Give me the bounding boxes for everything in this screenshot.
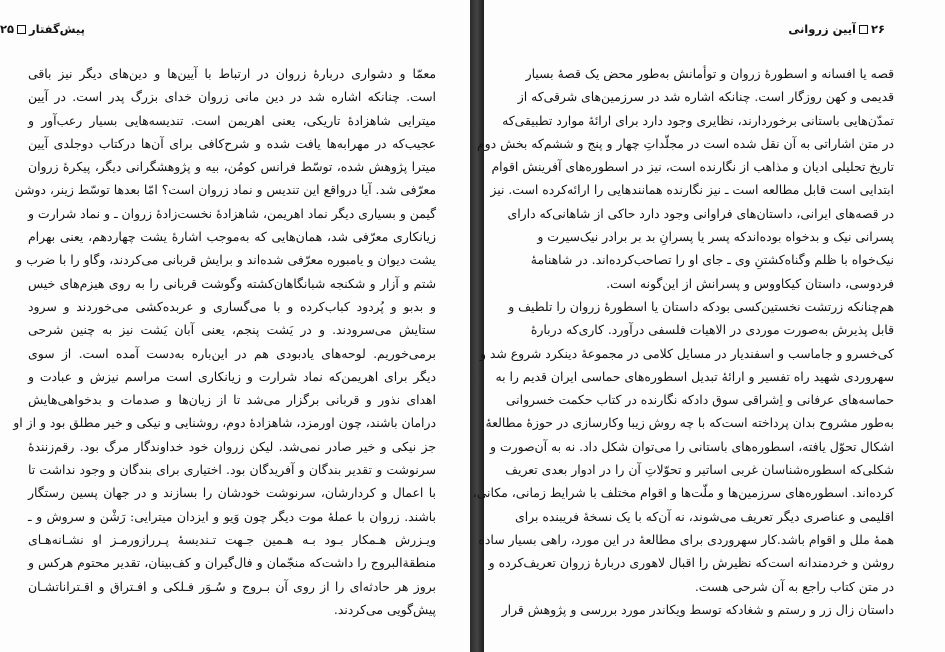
text-line: حماسه‌های عرفانی و اِشراقی سوق داد‌که نگارنده در کتاب حکمت خسروانی (505, 392, 894, 408)
text-line: زیانکاری معرّفی شد، همان‌هایی که به‌موجب اشارهٔ یشت چهاردهم، یعنی بهرام (28, 229, 436, 245)
text-line: ویـزرش هـمکار بـود بـه هـمین جـهت تـندیسهٔ پـررازورمـز او نشـانه‌هـای (28, 531, 436, 547)
text-line: داستان زال زر و رستم و شغاد‌که توسط ویکاندر مورد بررسی و پژوهش قرار (501, 601, 894, 617)
text-line: بروز هر حادثه‌ای را از روی آن بـروج و سُـوَر فـلکی و افـتراق و اقـتراناتشـان (28, 578, 436, 594)
text-line: برمی‌خوریم. لوحه‌های یادبودی هم در این‌باره به‌دست آمده است. از سوی (28, 345, 436, 361)
book-gutter (470, 0, 484, 652)
text-line: قدیمی و کهن روزگار است. چنانکه اشاره شد در سرزمین‌های شرقی‌که از (517, 89, 894, 105)
text-line: قابل پذیرش به‌صورت موردی در الاهیات فلسفی درآورد. کاری‌که دربارهٔ (530, 322, 894, 338)
right-page-header (484, 22, 885, 36)
text-line: کرده‌اند. اسطوره‌های سرزمین‌ها و ملّت‌ها و اقوام مختلف با شرایط زمانی، مکانی، (472, 485, 894, 501)
left-page-title: پیش‌گفتار (29, 22, 85, 36)
text-line: و بدبو و پُردود کباب‌کرده و با می‌گساری و عربده‌کشی می‌خوردند و سرود (28, 298, 436, 314)
right-page-title: آیین زروانی (788, 22, 856, 36)
square-ornament-icon (859, 25, 868, 34)
left-page (0, 0, 470, 652)
text-line: دیگر برای اهریمن‌که نماد شرارت و زیانکاری است مراسم نیزش و عبادت و (28, 368, 436, 384)
text-line: فردوسی، داستان کیکاووس و پسرانش از این‌گونه است. (606, 275, 894, 291)
left-page-header (0, 22, 424, 36)
text-line: درامان باشند، چون اورمزد، شاهزادهٔ دوم، روشنایی و نیکی و خیر مطلق بود و از او (13, 415, 436, 431)
text-line: اهدای نذور و قربانی برگزار می‌شد تا از زیان‌ها و صدمات و بدخواهی‌هایش (28, 392, 436, 408)
left-page-number: ۲۵ (0, 22, 15, 36)
text-line: روشن و خردمندانه است‌که نظیرش را اقبال لاهوری دربارهٔ زروان تعریف‌کرده و (488, 555, 894, 571)
square-ornament-icon (17, 25, 26, 34)
text-line: در متن اشاراتی به آن نقل شده است در مجلّداتِ چهار و پنج و ششم‌که بخش دوم (476, 135, 894, 151)
text-line: در قصه‌های ایرانی، داستان‌های فراوانی وجود دارد حاکی از شاهانی‌که دارای (507, 205, 894, 221)
text-line: اقلیمی و عناصری دیگر تعریف می‌شوند، نه آن‌که با یک نسخهٔ فریبنده برای (515, 508, 894, 524)
text-line: پسرانی نیک و بدخواه بوده‌اندکه پسر یا پسرانِ بد بر برادر نیک‌سیرت و (537, 229, 894, 245)
text-line: است. چنانکه اشاره شد در دین مانی زروان خدای بزرگ پدر است. در آیین (28, 89, 436, 105)
text-line: همهٔ ملل و اقوام باشد.کار سهروردی برای مطالعهٔ در این مورد، راهی بسیار ساده (478, 531, 894, 547)
text-line: هم‌چنانکه زرتشت نخستین‌کسی بودکه داستان یا اسطورهٔ زروان را تلطیف و (508, 298, 894, 314)
text-line: سهروردی شهید راه تفسیر و ارائهٔ تبدیل اسطوره‌های حماسی ایران قدیم را به (495, 368, 894, 384)
text-line: میترا پژوهش شده، توسّط فرانس کومُن، بیه و پژوهشگرانی دیگر، پیکرهٔ زروان (28, 159, 436, 175)
right-page-text (472, 62, 894, 621)
text-line: گیمن و بسیاری دیگر نماد اهریمن، شاهزادهٔ نخست‌زادهٔ زروان ـ و نماد شرارت و (28, 205, 436, 221)
text-line: معرّفی شد. آیا درواقع این تندیس و نماد زروان است؟ امّا بعدها توسّط زینر، دوشن (14, 182, 436, 198)
text-line: اشکال تحوّل یافته، اسطوره‌های باستانی را می‌توان شکل داد. نه به آن‌صورت و (490, 438, 894, 454)
text-line: شکلی‌که اسطوره‌شناسان غربی اساتیر و تحوّلاتِ آن را در ادوار بعدی تعریف (505, 462, 894, 478)
text-line: پیش‌گویی می‌کردند. (333, 601, 436, 617)
text-line: تمدّن‌هایی باستانی برخوردارند، نظایری وجود دارد برای ارائهٔ موارد تطبیقی‌که (502, 112, 894, 128)
text-line: سرنوشت و تقدیر بندگان و آفریدگان بود. اختیاری برای بندگان و وجود نداشت تا (28, 462, 436, 478)
text-line: به‌طور مشروح بدان پرداخته است‌که با چه روش زیبا وکارسازی در حوزهٔ مطالعهٔ (485, 415, 894, 431)
text-line: یشت دیوان و یامبوره معرّفی شده‌اند و برایش قربانی می‌کردند، وگاو را با ضرب و (16, 252, 436, 268)
text-line: منطقةالبروج را داشت‌که منجّمان و فال‌گیران و کف‌بینان، تقدیر محتوم هرکس و (28, 555, 436, 571)
text-line: جز نیکی و خیر صادر نمی‌شد. لیکن زروان خود خداوندگار مرگ بود. رقم‌زنندهٔ (28, 438, 436, 454)
text-line: میترایی شاهزادهٔ تاریکی، یعنی اهریمن است. تندیسه‌هایی بسیار رعب‌آور و (28, 112, 436, 128)
text-line: معمّا و دشواری دربارهٔ زروان در ارتباط با آیین‌ها و دین‌های دیگر نیز باقی (28, 66, 436, 81)
text-line: شتم و آزار و شکنجه شبانگاهان‌کشته وگوشت قربانی را به روی هیزم‌های خیس (28, 275, 436, 291)
text-line: ابتدایی است قابل مطالعه است ـ نیز نگارنده همانندهایی را ارائه‌کرده است. نیز (490, 182, 894, 198)
text-line: با اعمال و کردارشان، سرنوشت خودشان را بسازند و در جهان پسین رستگار (28, 485, 436, 501)
text-line: تاریخ تحلیلی ادیان و مذاهب از نگارنده است، نیز در اسطوره‌های آفرینش اقوام (491, 159, 894, 175)
text-line: باشند. زروان با عملهٔ موت دیگر چون وَیو و ایزدان میترایی: رَشْن و سروش و ـ (28, 508, 436, 524)
text-line: ستایش می‌سرودند. و در یَشت پنجم، یعنی آبان یَشت نیز به چنین شرحی (28, 322, 436, 338)
right-page-number: ۲۶ (870, 22, 885, 36)
right-page (472, 0, 945, 652)
text-line: نیک‌خواه با ظلم وگناه‌کشتنِ وی ـ جای او را تصاحب‌کرده‌اند. در شاهنامهٔ (530, 252, 894, 268)
left-page-text (13, 62, 436, 621)
text-line: کی‌خسرو و جاماسب و اسفندیار در مسایل کلامی در مجموعهٔ دینکرد شروع شد و (479, 345, 894, 361)
text-line: در متن کتاب راجع به آن شرحی هست. (694, 578, 894, 594)
text-line: قصه یا افسانه و اسطورهٔ زروان و توأمانش به‌طور محض یک قصهٔ بسیار (525, 66, 894, 81)
text-line: عجیب‌که در مهرابه‌ها یافت شده و شرح‌کافی برای آن‌ها درکتاب دوجلدی آیین (28, 135, 436, 151)
